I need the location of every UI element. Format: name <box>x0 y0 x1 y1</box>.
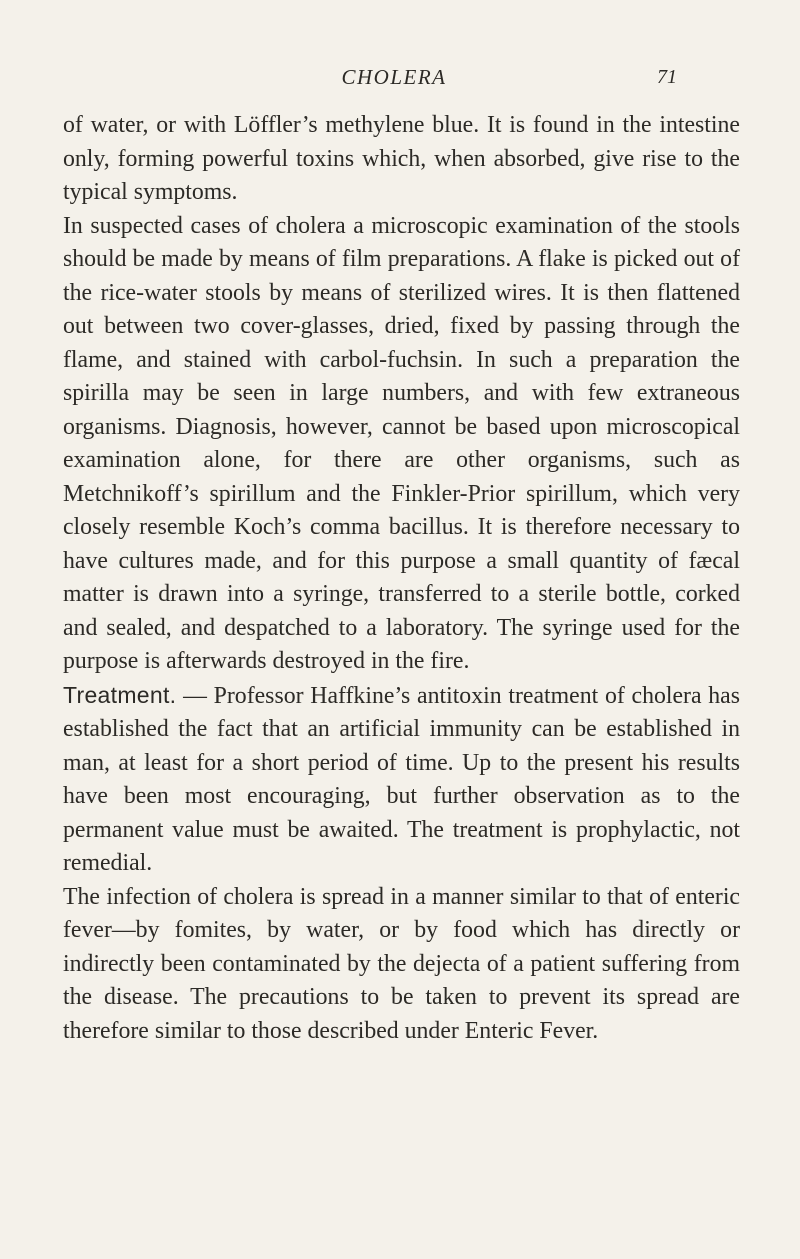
treatment-text: — Professor Haffkine’s antitoxin treatment of cholera has established the fact that an artificial immunity can be established in man, at least for a short period of time. Up to the present his results have been most encouraging, but further observation as to the permanent value must be awaited. The treatment is prophylactic, not remedial. <box>63 682 740 876</box>
paragraph-treatment <box>63 679 740 881</box>
running-title: CHOLERA <box>341 65 447 89</box>
treatment-heading: Treatment. <box>63 681 177 708</box>
running-header <box>0 62 800 92</box>
body-text <box>63 109 740 1048</box>
page-number: 71 <box>657 66 677 88</box>
paragraph-infection: The infection of cholera is spread in a manner similar to that of enteric fever—by fomites, by water, or by food which has directly or indirectly been contaminated by the dejecta of a patient suffering from the disease. The precautions to be taken to prevent its spread are therefore similar to those described under Enteric Fever. <box>63 883 740 1044</box>
paragraph-staining: of water, or with Löffler’s methylene blue. It is found in the intestine only, forming powerful toxins which, when absorbed, give rise to the typical symptoms. <box>63 112 740 205</box>
paragraph-diagnosis: In suspected cases of cholera a microscopic examination of the stools should be made by means of film preparations. A flake is picked out of the rice-water stools by means of sterilized wires. It is then flattened out between two cover-glasses, dried, fixed by passing through the flame, and stained with carbol-fuchsin. In such a preparation the spirilla may be seen in large numbers, and with few extraneous organisms. Diagnosis, however, cannot be based upon microscopical examination alone, for there are other organisms, such as Metchnikoff’s spirillum and the Finkler-Prior spirillum, which very closely resemble Koch’s comma bacillus. It is therefore necessary to have cultures made, and for this purpose a small quantity of fæcal matter is drawn into a syringe, transferred to a sterile bottle, corked and sealed, and despatched to a laboratory. The syringe used for the purpose is afterwards destroyed in the fire. <box>63 212 740 674</box>
